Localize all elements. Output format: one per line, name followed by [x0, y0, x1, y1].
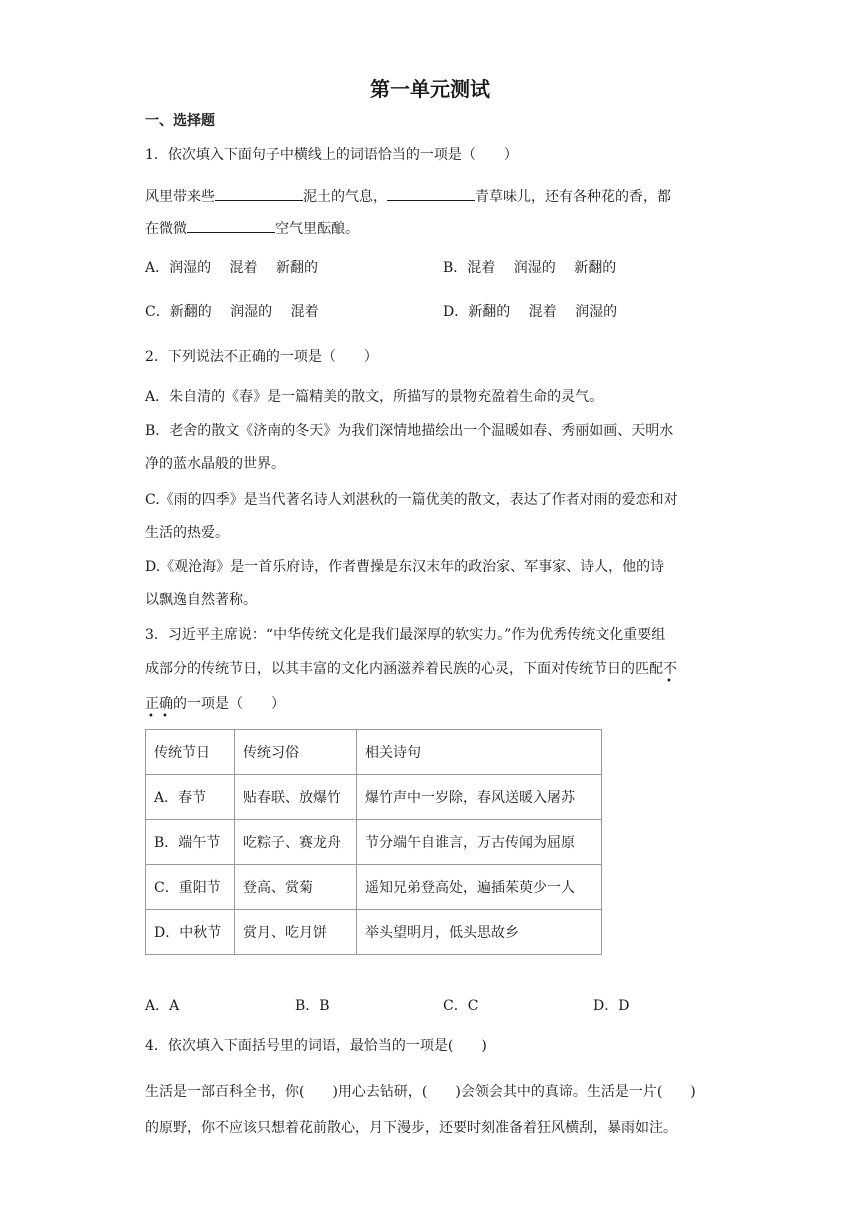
q2-stem: 2．下列说法不正确的一项是（ ） — [145, 349, 378, 365]
table-cell: 节分端午自谁言，万古传闻为屈原 — [357, 820, 602, 865]
table-cell: A．春节 — [146, 775, 235, 820]
q1-sentence-part-a: 风里带来些 — [145, 189, 215, 205]
q3-stem-line3-text: 的一项是（ ） — [173, 696, 285, 712]
table-cell: B．端午节 — [146, 820, 235, 865]
q2-option-d-line2: 以飘逸自然著称。 — [145, 592, 257, 608]
table-row — [146, 820, 602, 865]
table-row — [146, 910, 602, 955]
emphasis-dot: • — [666, 676, 672, 687]
table-header-row — [146, 730, 602, 775]
q2-option-a: A．朱自清的《春》是一篇精美的散文，所描写的景物充盈着生命的灵气。 — [145, 389, 604, 405]
q3-stem-line2 — [145, 659, 677, 687]
table-header-cell: 传统习俗 — [235, 730, 357, 775]
festival-table — [145, 729, 602, 955]
q4-passage-line1: 生活是一部百科全书，你( )用心去钻研，( )会领会其中的真谛。生活是一片( ) — [145, 1084, 696, 1100]
section-heading: 一、选择题 — [145, 113, 215, 129]
q1-sentence-line2 — [145, 218, 359, 239]
emphasis-dot: • — [148, 711, 154, 722]
q2-option-b-line2: 净的蓝水晶般的世界。 — [145, 456, 285, 472]
table-cell: C．重阳节 — [146, 865, 235, 910]
table-cell: 贴春联、放爆竹 — [235, 775, 357, 820]
q3-stem-line1: 3．习近平主席说：“中华传统文化是我们最深厚的软实力。”作为优秀传统文化重要组 — [145, 627, 666, 643]
q3-emphasis-char-text: 不 — [663, 661, 677, 677]
q1-blank-2 — [387, 186, 475, 201]
q1-option-d: D．新翻的 混着 润湿的 — [443, 304, 618, 320]
q3-option-d: D．D — [593, 998, 630, 1014]
q1-option-c: C．新翻的 润湿的 混着 — [145, 304, 319, 320]
table-header-cell: 相关诗句 — [357, 730, 602, 775]
table-cell: 遥知兄弟登高处，遍插茱萸少一人 — [357, 865, 602, 910]
table-cell: 赏月、吃月饼 — [235, 910, 357, 955]
table-cell: 登高、赏菊 — [235, 865, 357, 910]
table-cell: 举头望明月，低头思故乡 — [357, 910, 602, 955]
table-header-cell: 传统节日 — [146, 730, 235, 775]
q1-blank-3 — [187, 218, 275, 233]
q3-option-a: A．A — [145, 998, 180, 1014]
q2-option-d-line1: D.《观沧海》是一首乐府诗，作者曹操是东汉末年的政治家、军事家、诗人，他的诗 — [145, 559, 665, 575]
q1-option-b: B．混着 润湿的 新翻的 — [443, 260, 617, 276]
q1-blank-1 — [215, 186, 303, 201]
q4-passage-line2: 的原野，你不应该只想着花前散心，月下漫步，还要时刻准备着狂风横刮，暴雨如注。 — [145, 1120, 677, 1136]
q1-option-a: A．润湿的 混着 新翻的 — [145, 260, 319, 276]
q1-sentence-line1 — [145, 186, 671, 207]
q1-sentence-part-d: 在微微 — [145, 221, 187, 237]
q1-sentence-part-c: 青草味儿，还有各种花的香，都 — [475, 189, 671, 205]
table-cell: 吃粽子、赛龙舟 — [235, 820, 357, 865]
q2-option-c-line2: 生活的热爱。 — [145, 525, 229, 541]
q2-option-b-line1: B．老舍的散文《济南的冬天》为我们深情地描绘出一个温暖如春、秀丽如画、天明水 — [145, 423, 674, 439]
table-cell: D．中秋节 — [146, 910, 235, 955]
q1-sentence-part-b: 泥土的气息， — [303, 189, 387, 205]
q1-sentence-part-e: 空气里酝酿。 — [275, 221, 359, 237]
table-row — [146, 775, 602, 820]
q4-stem: 4．依次填入下面括号里的词语，最恰当的一项是( ) — [145, 1038, 487, 1054]
q1-stem: 1．依次填入下面句子中横线上的词语恰当的一项是（ ） — [145, 147, 518, 163]
page-title: 第一单元测试 — [370, 77, 490, 101]
emphasis-dot: • — [162, 711, 168, 722]
q3-option-c: C．C — [443, 998, 479, 1014]
q2-option-c-line1: C.《雨的四季》是当代著名诗人刘湛秋的一篇优美的散文，表达了作者对雨的爱恋和对 — [145, 492, 678, 508]
q3-stem-line2-text: 成部分的传统节日，以其丰富的文化内涵滋养着民族的心灵，下面对传统节日的匹配 — [145, 661, 663, 677]
table-row — [146, 865, 602, 910]
q3-emphasis-word-text: 正确 — [145, 696, 173, 712]
q3-emphasis-char — [663, 661, 677, 687]
q3-emphasis-word — [145, 696, 173, 722]
q3-option-b: B．B — [295, 998, 330, 1014]
table-cell: 爆竹声中一岁除，春风送暖入屠苏 — [357, 775, 602, 820]
q3-stem-line3 — [145, 694, 285, 722]
